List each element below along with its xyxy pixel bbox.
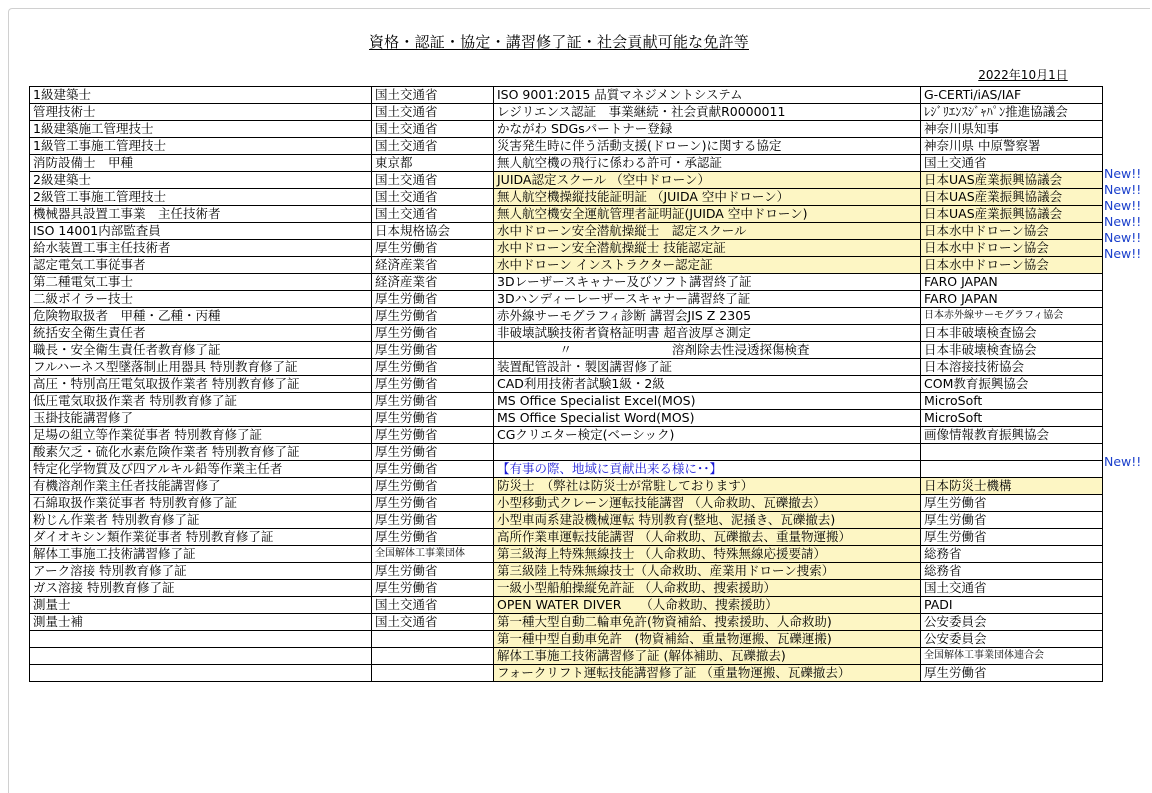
certification-cell [494,444,921,461]
authority-cell: MicroSoft [921,410,1103,427]
table-row [30,206,1103,223]
authority-cell: ﾚｼﾞﾘｴﾝｽｼﾞｬﾊﾟﾝ推進協議会 [921,104,1103,121]
authority-cell: 日本赤外線サーモグラフィ協会 [921,308,1103,325]
qualification-cell: 2級建築士 [30,172,372,189]
authority-cell: 日本溶接技術協会 [921,359,1103,376]
issuer-cell: 厚生労働省 [372,410,494,427]
authority-cell: 画像情報教育振興協会 [921,427,1103,444]
authority-cell: FARO JAPAN [921,274,1103,291]
issuer-cell: 国土交通省 [372,121,494,138]
issuer-cell: 厚生労働省 [372,291,494,308]
authority-cell: 厚生労働省 [921,665,1103,682]
authority-cell: 総務省 [921,546,1103,563]
certification-cell: MS Office Specialist Excel(MOS) [494,393,921,410]
qualification-cell: 足場の組立等作業従事者 特別教育修了証 [30,427,372,444]
table-row [30,563,1103,580]
authority-cell: PADI [921,597,1103,614]
issuer-cell: 厚生労働省 [372,342,494,359]
new-badge: New!! [1104,166,1142,181]
qualification-cell: 玉掛技能講習修了 [30,410,372,427]
issuer-cell: 東京都 [372,155,494,172]
table-row [30,631,1103,648]
qualification-cell: 特定化学物質及び四アルキル鉛等作業主任者 [30,461,372,478]
qualification-cell: 測量士補 [30,614,372,631]
qualification-cell: 高圧・特別高圧電気取扱作業者 特別教育修了証 [30,376,372,393]
authority-cell: 神奈川県 中原警察署 [921,138,1103,155]
new-badge: New!! [1104,230,1142,245]
issuer-cell: 全国解体工事業団体 [372,546,494,563]
issuer-cell: 国土交通省 [372,597,494,614]
issuer-cell: 国土交通省 [372,138,494,155]
qualification-cell: 2級管工事施工管理技士 [30,189,372,206]
authority-cell: 神奈川県知事 [921,121,1103,138]
issuer-cell [372,665,494,682]
table-row [30,546,1103,563]
issuer-cell: 厚生労働省 [372,444,494,461]
certification-cell: 赤外線サーモグラフィ診断 講習会JIS Z 2305 [494,308,921,325]
authority-cell: 国土交通省 [921,155,1103,172]
table-row [30,342,1103,359]
authority-cell [921,461,1103,478]
certification-cell: 高所作業車運転技能講習 （人命救助、瓦礫撤去、重量物運搬） [494,529,921,546]
authority-cell: 厚生労働省 [921,495,1103,512]
authority-cell: 日本UAS産業振興協議会 [921,172,1103,189]
qualification-cell: 機械器具設置工事業 主任技術者 [30,206,372,223]
authority-cell: 公安委員会 [921,614,1103,631]
certification-cell: ISO 9001:2015 品質マネジメントシステム [494,87,921,104]
table-row [30,376,1103,393]
table-row [30,648,1103,665]
certification-cell: 第三級海上特殊無線技士 （人命救助、特殊無線応援要請） [494,546,921,563]
page-title: 資格・認証・協定・講習修了証・社会貢献可能な免許等 [368,33,749,51]
qualification-cell: 給水装置工事主任技術者 [30,240,372,257]
qualification-cell: 二級ボイラー技士 [30,291,372,308]
certification-cell: 災害発生時に伴う活動支援(ドローン)に関する協定 [494,138,921,155]
certification-cell: 一級小型船舶操縦免許証 （人命救助、捜索援助） [494,580,921,597]
new-badge: New!! [1104,214,1142,229]
qualification-cell: アーク溶接 特別教育修了証 [30,563,372,580]
issuer-cell: 厚生労働省 [372,512,494,529]
table-row [30,87,1103,104]
issuer-cell [372,631,494,648]
qualification-cell: ISO 14001内部監査員 [30,223,372,240]
date-label: 2022年10月1日 [978,68,1068,82]
issuer-cell: 厚生労働省 [372,240,494,257]
table-row [30,393,1103,410]
qualification-cell: 職長・安全衛生責任者教育修了証 [30,342,372,359]
authority-cell: 厚生労働省 [921,529,1103,546]
authority-cell: 公安委員会 [921,631,1103,648]
authority-cell: 日本非破壊検査協会 [921,342,1103,359]
authority-cell: COM教育振興協会 [921,376,1103,393]
issuer-cell: 厚生労働省 [372,529,494,546]
certification-cell: 無人航空機安全運航管理者証明証(JUIDA 空中ドローン) [494,206,921,223]
issuer-cell: 厚生労働省 [372,359,494,376]
certification-cell: 3Dレーザースキャナー及びソフト講習終了証 [494,274,921,291]
qualification-cell: フルハーネス型墜落制止用器具 特別教育修了証 [30,359,372,376]
table-row [30,223,1103,240]
certification-cell: 非破壊試験技術者資格証明書 超音波厚さ測定 [494,325,921,342]
certification-cell: 水中ドローン インストラクター認定証 [494,257,921,274]
qualification-cell: 認定電気工事従事者 [30,257,372,274]
table-row [30,461,1103,478]
qualification-cell: 消防設備士 甲種 [30,155,372,172]
issuer-cell: 国土交通省 [372,172,494,189]
issuer-cell: 国土交通省 [372,614,494,631]
table-row [30,529,1103,546]
qualification-cell: 酸素欠乏・硫化水素危険作業者 特別教育修了証 [30,444,372,461]
certification-cell: 無人航空機の飛行に係わる許可・承認証 [494,155,921,172]
issuer-cell: 国土交通省 [372,87,494,104]
certification-cell: 水中ドローン安全潜航操縦士 技能認定証 [494,240,921,257]
issuer-cell: 厚生労働省 [372,580,494,597]
certification-cell: MS Office Specialist Word(MOS) [494,410,921,427]
certification-cell: 第三級陸上特殊無線技士（人命救助、産業用ドローン捜索） [494,563,921,580]
qualification-cell: 第二種電気工事士 [30,274,372,291]
authority-cell: 日本UAS産業振興協議会 [921,206,1103,223]
new-badge: New!! [1104,198,1142,213]
issuer-cell: 国土交通省 [372,189,494,206]
table-row [30,104,1103,121]
table-row [30,138,1103,155]
issuer-cell: 経済産業省 [372,274,494,291]
issuer-cell: 国土交通省 [372,206,494,223]
table-row [30,614,1103,631]
issuer-cell: 厚生労働省 [372,427,494,444]
table-row [30,308,1103,325]
qualification-cell: 統括安全衛生責任者 [30,325,372,342]
table-row [30,580,1103,597]
table-row [30,359,1103,376]
authority-cell: 日本水中ドローン協会 [921,240,1103,257]
authority-cell: 厚生労働省 [921,512,1103,529]
table-row [30,291,1103,308]
qualification-cell: 1級建築施工管理技士 [30,121,372,138]
certification-cell: JUIDA認定スクール （空中ドローン） [494,172,921,189]
authority-cell: G-CERTi/iAS/IAF [921,87,1103,104]
qualification-cell [30,631,372,648]
table-row [30,172,1103,189]
authority-cell: 日本水中ドローン協会 [921,257,1103,274]
table-row [30,495,1103,512]
certification-cell: 3Dハンディーレーザースキャナー講習終了証 [494,291,921,308]
qualification-cell: 石綿取扱作業従事者 特別教育修了証 [30,495,372,512]
certification-cell: 第一種大型自動二輪車免許(物資補給、捜索援助、人命救助) [494,614,921,631]
certification-cell: CAD利用技術者試験1級・2級 [494,376,921,393]
table-row [30,665,1103,682]
certification-cell: 小型移動式クレーン運転技能講習 （人命救助、瓦礫撤去） [494,495,921,512]
certification-cell: 【有事の際、地域に貢献出来る様に･･】 [494,461,921,478]
table-row [30,478,1103,495]
authority-cell: FARO JAPAN [921,291,1103,308]
qualifications-table [29,86,1103,682]
issuer-cell: 厚生労働省 [372,563,494,580]
issuer-cell [372,648,494,665]
certification-cell: 解体工事施工技術講習修了証 (解体補助、瓦礫撤去) [494,648,921,665]
qualification-cell: 管理技術士 [30,104,372,121]
certification-cell: 防災士 （弊社は防災士が常駐しております） [494,478,921,495]
issuer-cell: 経済産業省 [372,257,494,274]
issuer-cell: 厚生労働省 [372,495,494,512]
new-badge: New!! [1104,454,1142,469]
qualification-cell: 1級建築士 [30,87,372,104]
authority-cell: 日本防災士機構 [921,478,1103,495]
table-row [30,155,1103,172]
qualification-cell: ダイオキシン類作業従事者 特別教育修了証 [30,529,372,546]
authority-cell [921,444,1103,461]
authority-cell: 全国解体工事業団体連合会 [921,648,1103,665]
certification-cell: かながわ SDGsパートナー登録 [494,121,921,138]
table-row [30,257,1103,274]
issuer-cell: 国土交通省 [372,104,494,121]
certification-cell: OPEN WATER DIVER （人命救助、捜索援助） [494,597,921,614]
table-row [30,410,1103,427]
certification-cell: CGクリエター検定(ベーシック) [494,427,921,444]
certification-cell: フォークリフト運転技能講習修了証 （重量物運搬、瓦礫撤去） [494,665,921,682]
qualification-cell: 有機溶剤作業主任者技能講習修了 [30,478,372,495]
issuer-cell: 厚生労働省 [372,393,494,410]
table-row [30,121,1103,138]
qualification-cell: 低圧電気取扱作業者 特別教育修了証 [30,393,372,410]
certification-cell: 水中ドローン安全潜航操縦士 認定スクール [494,223,921,240]
qualification-cell: 危険物取扱者 甲種・乙種・丙種 [30,308,372,325]
qualification-cell: ガス溶接 特別教育修了証 [30,580,372,597]
new-badge: New!! [1104,246,1142,261]
issuer-cell: 厚生労働省 [372,376,494,393]
table-row [30,189,1103,206]
authority-cell: 日本非破壊検査協会 [921,325,1103,342]
table-row [30,597,1103,614]
qualification-cell [30,648,372,665]
qualification-cell: 粉じん作業者 特別教育修了証 [30,512,372,529]
qualification-cell: 測量士 [30,597,372,614]
authority-cell: MicroSoft [921,393,1103,410]
certification-cell: 小型車両系建設機械運転 特別教育(整地、泥掻き、瓦礫撤去) [494,512,921,529]
certification-cell: 無人航空機操縦技能証明証 （JUIDA 空中ドローン） [494,189,921,206]
authority-cell: 日本水中ドローン協会 [921,223,1103,240]
table-row [30,427,1103,444]
issuer-cell: 厚生労働省 [372,308,494,325]
certification-cell: レジリエンス認証 事業継続・社会貢献R0000011 [494,104,921,121]
qualification-cell: 1級管工事施工管理技士 [30,138,372,155]
qualification-cell: 解体工事施工技術講習修了証 [30,546,372,563]
authority-cell: 日本UAS産業振興協議会 [921,189,1103,206]
table-row [30,512,1103,529]
authority-cell: 国土交通省 [921,580,1103,597]
table-row [30,240,1103,257]
certification-cell: 第一種中型自動車免許 (物資補給、重量物運搬、瓦礫運搬) [494,631,921,648]
certification-cell: 装置配管設計・製図講習修了証 [494,359,921,376]
table-row [30,325,1103,342]
authority-cell: 総務省 [921,563,1103,580]
new-badge: New!! [1104,182,1142,197]
issuer-cell: 日本規格協会 [372,223,494,240]
certification-cell: 〃 溶剤除去性浸透探傷検査 [494,342,921,359]
issuer-cell: 厚生労働省 [372,478,494,495]
issuer-cell: 厚生労働省 [372,325,494,342]
table-row [30,274,1103,291]
issuer-cell: 厚生労働省 [372,461,494,478]
qualification-cell [30,665,372,682]
table-row [30,444,1103,461]
